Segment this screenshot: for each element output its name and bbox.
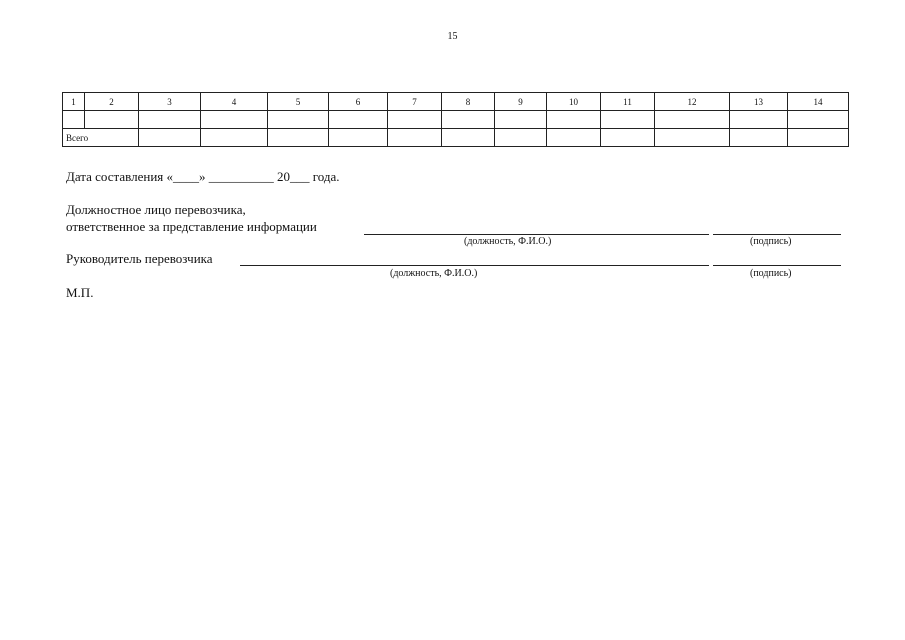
table-cell [547,111,601,129]
head-position-line [240,265,709,266]
table-cell [268,111,329,129]
table-cell [442,111,495,129]
official-position-caption: (должность, Ф.И.О.) [464,236,552,247]
table-cell [388,129,442,147]
table-row [63,111,849,129]
date-line: Дата составления «____» __________ 20___ года. [66,169,340,184]
table-cell [788,111,849,129]
official-position-line [364,234,709,235]
table-cell [388,111,442,129]
head-position-caption: (должность, Ф.И.О.) [390,268,478,279]
column-header: 11 [601,93,655,111]
column-header: 9 [495,93,547,111]
column-header: 6 [329,93,388,111]
page-number: 15 [447,31,458,42]
column-header: 14 [788,93,849,111]
head-signature-line [713,265,841,266]
table-cell [601,111,655,129]
table-cell [655,129,730,147]
table-cell [495,111,547,129]
column-header: 3 [139,93,201,111]
official-signature-caption: (подпись) [750,236,792,247]
table-cell [788,129,849,147]
table-cell [63,111,85,129]
column-header: 1 [63,93,85,111]
column-header: 13 [730,93,788,111]
head-label: Руководитель перевозчика [66,251,213,266]
column-header: 10 [547,93,601,111]
column-header: 12 [655,93,730,111]
official-label-line2: ответственное за представление информации [66,219,317,234]
table-cell [201,129,268,147]
stamp-mark: М.П. [66,285,94,300]
data-table [62,92,849,147]
column-header: 2 [85,93,139,111]
table-cell [139,111,201,129]
column-header: 5 [268,93,329,111]
column-header: 4 [201,93,268,111]
table-cell [201,111,268,129]
table-cell [85,111,139,129]
table-cell [730,129,788,147]
total-row [63,129,849,147]
total-label: Всего [63,129,139,147]
table-cell [268,129,329,147]
table-cell [547,129,601,147]
official-signature-line [713,234,841,235]
official-label-line1: Должностное лицо перевозчика, [66,202,246,217]
column-header: 8 [442,93,495,111]
table-cell [139,129,201,147]
table-cell [329,111,388,129]
table-cell [442,129,495,147]
table-cell [730,111,788,129]
table-cell [495,129,547,147]
table-cell [329,129,388,147]
table-cell [601,129,655,147]
head-signature-caption: (подпись) [750,268,792,279]
column-header: 7 [388,93,442,111]
header-row [63,93,849,111]
table-cell [655,111,730,129]
